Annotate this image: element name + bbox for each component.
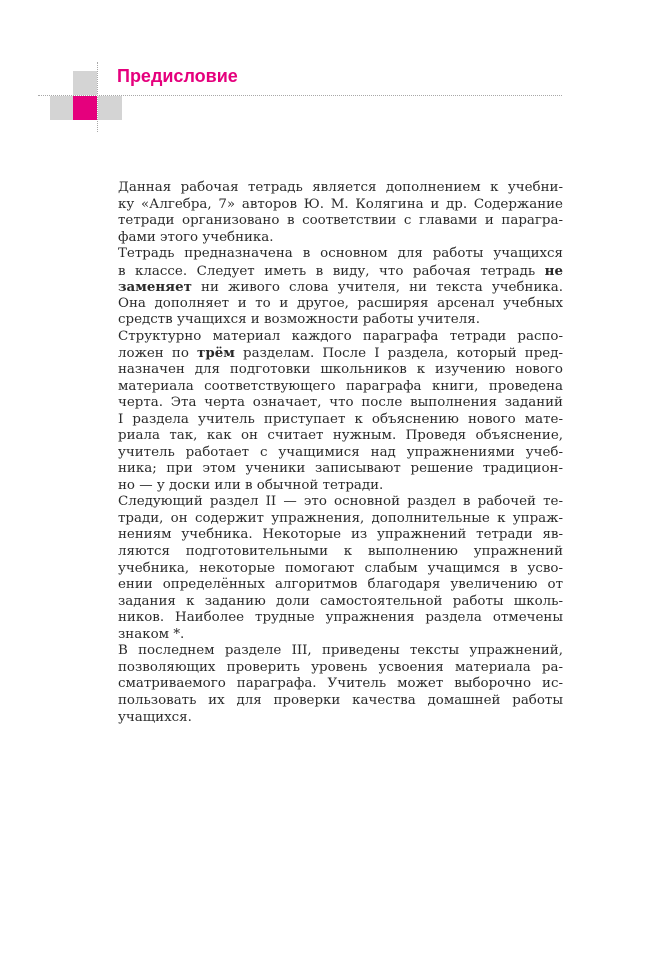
text-line <box>118 230 563 247</box>
text-line <box>118 279 563 296</box>
text-segment: учебника, некоторые помогают слабым учащимся в усво- <box>118 560 563 576</box>
text-line <box>118 494 563 511</box>
text-segment: пользовать их для проверки качества домашней работы <box>118 692 563 708</box>
text-line <box>118 296 563 313</box>
text-segment: разделам. После I раздела, который пред- <box>234 346 563 362</box>
text-line <box>118 329 563 346</box>
text-line <box>118 627 563 644</box>
preface-text <box>118 180 563 726</box>
text-line <box>118 693 563 710</box>
text-line <box>118 544 563 561</box>
text-line <box>118 428 563 445</box>
paragraph <box>118 643 563 726</box>
decor-square-top <box>73 71 97 95</box>
text-line <box>118 610 563 627</box>
text-line <box>118 180 563 197</box>
paragraph <box>118 246 563 329</box>
text-segment: Структурно материал каждого параграфа тетради распо- <box>118 328 563 344</box>
text-segment: Тетрадь предназначена в основном для работы учащихся <box>118 246 563 262</box>
text-segment: Она дополняет и то и другое, расширяя арсенал учебных <box>118 295 563 311</box>
text-line <box>118 345 563 362</box>
text-line <box>118 561 563 578</box>
text-line <box>118 213 563 230</box>
text-line <box>118 395 563 412</box>
text-segment: назначен для подготовки школьников к изучению нового <box>118 362 563 378</box>
text-line <box>118 246 563 263</box>
text-segment: ника; при этом ученики записывают решение традицион- <box>118 461 563 477</box>
text-line <box>118 197 563 214</box>
text-line <box>118 312 563 329</box>
text-line <box>118 362 563 379</box>
text-line <box>118 511 563 528</box>
text-line <box>118 577 563 594</box>
text-segment: I раздела учитель приступает к объяснению нового мате- <box>118 411 563 427</box>
text-segment: в классе. Следует иметь в виду, что рабочая тетрадь <box>118 263 545 279</box>
header-rule <box>38 95 562 96</box>
text-segment: учитель работает с учащимися над упражнениями учеб- <box>118 444 563 460</box>
text-line <box>118 263 563 280</box>
text-segment: В последнем разделе III, приведены тексты упражнений, <box>118 643 563 659</box>
text-segment: фами этого учебника. <box>118 229 274 245</box>
text-segment: позволяющих проверить уровень усвоения материала ра- <box>118 659 563 675</box>
text-line <box>118 660 563 677</box>
bold-text: заменяет <box>118 279 192 296</box>
text-segment: материала соответствующего параграфа книги, проведена <box>118 378 563 394</box>
text-segment: сматриваемого параграфа. Учитель может выборочно ис- <box>118 676 563 692</box>
text-line <box>118 676 563 693</box>
text-line <box>118 527 563 544</box>
text-segment: ку «Алгебра, 7» авторов Ю. М. Колягина и др. Содержание <box>118 196 563 212</box>
text-segment: ложен по <box>118 346 198 362</box>
bold-text: не <box>544 262 563 279</box>
text-segment: ников. Наиболее трудные упражнения раздела отмечены <box>118 610 563 626</box>
text-segment: ляются подготовительными к выполнению упражнений <box>118 544 563 560</box>
bold-text: трём <box>197 345 235 362</box>
text-segment: но — у доски или в обычной тетради. <box>118 477 384 493</box>
paragraph <box>118 180 563 246</box>
text-segment: черта. Эта черта означает, что после выполнения заданий <box>118 395 563 411</box>
text-segment: задания к заданию доли самостоятельной работы школь- <box>118 593 563 609</box>
text-segment: знаком *. <box>118 626 185 642</box>
text-line <box>118 643 563 660</box>
text-segment: нениям учебника. Некоторые из упражнений тетради яв- <box>118 527 563 543</box>
text-segment: средств учащихся и возможности работы учителя. <box>118 312 480 328</box>
text-segment: риала так, как он считает нужным. Проведя объяснение, <box>118 428 563 444</box>
decor-square-left <box>50 96 74 120</box>
text-line <box>118 461 563 478</box>
decor-square-right <box>98 96 122 120</box>
paragraph <box>118 329 563 494</box>
decor-square-accent <box>73 96 97 120</box>
text-line <box>118 445 563 462</box>
text-line <box>118 379 563 396</box>
page-title: Предисловие <box>117 66 238 86</box>
text-segment: ении определённых алгоритмов благодаря увеличению от <box>118 577 563 593</box>
text-segment: учащихся. <box>118 709 192 725</box>
text-line <box>118 710 563 727</box>
text-segment: Данная рабочая тетрадь является дополнением к учебни- <box>118 180 563 195</box>
text-line <box>118 478 563 495</box>
text-line <box>118 412 563 429</box>
text-segment: Следующий раздел II — это основной раздел в рабочей те- <box>118 494 563 510</box>
text-segment: ни живого слова учителя, ни текста учебника. <box>191 280 563 296</box>
paragraph <box>118 494 563 643</box>
header-vertical-rule <box>97 62 98 132</box>
text-segment: тетради организовано в соответствии с главами и парагра- <box>118 213 563 229</box>
text-line <box>118 594 563 611</box>
text-segment: тради, он содержит упражнения, дополнительные к упраж- <box>118 510 563 526</box>
